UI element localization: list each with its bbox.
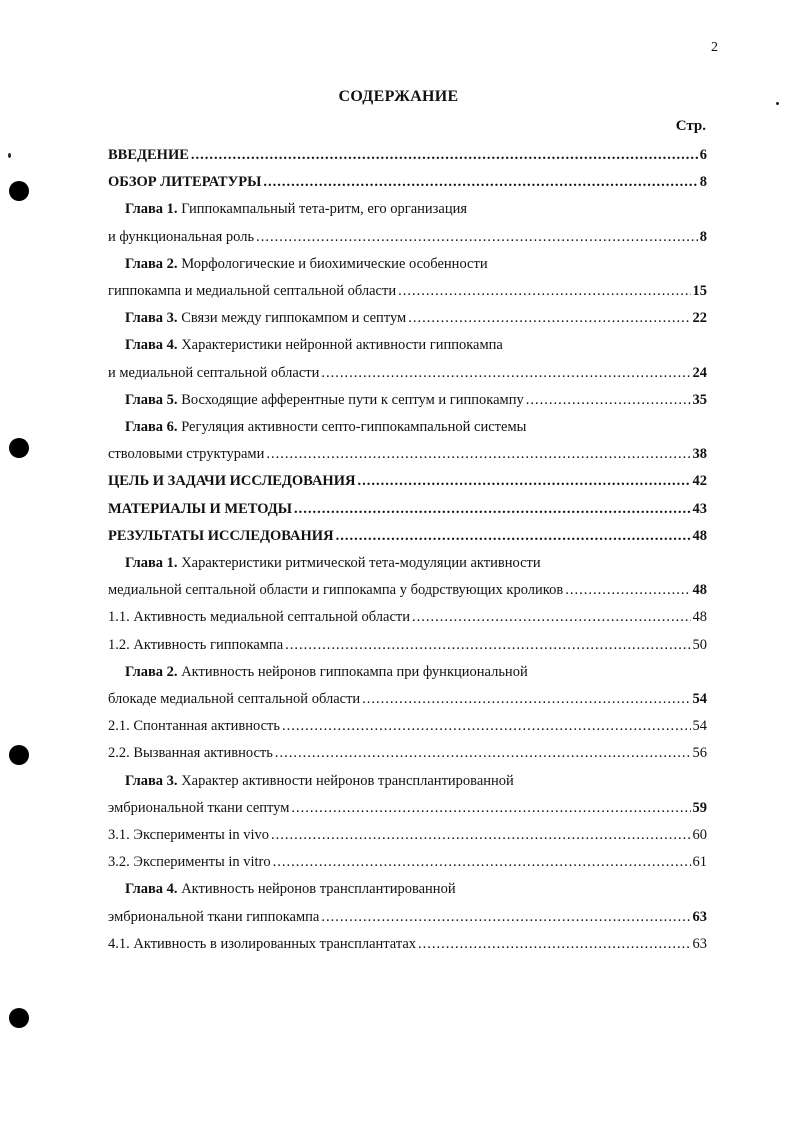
toc-entry bbox=[108, 444, 707, 464]
chapter-prefix: Глава 4. bbox=[125, 881, 178, 897]
toc-entry bbox=[108, 471, 707, 491]
toc-entry-label: блокаде медиальной септальной области bbox=[108, 691, 361, 707]
toc-page-number: 48 bbox=[692, 609, 707, 625]
toc-entry-label: РЕЗУЛЬТАТЫ ИССЛЕДОВАНИЯ bbox=[108, 528, 334, 544]
toc-entry bbox=[108, 716, 707, 736]
toc-entry-label: стволовыми структурами bbox=[108, 446, 265, 462]
toc-chapter-heading bbox=[125, 879, 456, 899]
dot-leader bbox=[418, 934, 690, 954]
binder-hole-icon bbox=[9, 745, 29, 765]
toc-chapter-heading bbox=[125, 662, 528, 682]
toc-entry-label: медиальной септальной области и гиппокампа у бодрствующих кроликов bbox=[108, 582, 564, 598]
toc-page-number: 22 bbox=[692, 310, 707, 326]
chapter-heading-text: Характеристики ритмической тета-модуляции активности bbox=[177, 555, 541, 571]
toc-title: СОДЕРЖАНИЕ bbox=[338, 88, 459, 105]
chapter-prefix: Глава 4. bbox=[125, 337, 178, 353]
toc-entry bbox=[125, 390, 707, 410]
toc-entry bbox=[108, 934, 707, 954]
toc-entry bbox=[108, 607, 707, 627]
toc-page-number: 8 bbox=[699, 174, 707, 190]
dot-leader bbox=[398, 281, 690, 301]
toc-entry-label: 3.2. Эксперименты in vitro bbox=[108, 854, 271, 870]
toc-page-number: 42 bbox=[692, 473, 707, 489]
toc-entry bbox=[108, 363, 707, 383]
toc-entry-label: эмбриональной ткани септум bbox=[108, 800, 290, 816]
toc-chapter-heading bbox=[125, 771, 514, 791]
toc-entry-label: ВВЕДЕНИЕ bbox=[108, 147, 189, 163]
dot-leader bbox=[275, 743, 691, 763]
toc-page-number: 48 bbox=[692, 582, 707, 598]
dot-leader bbox=[271, 825, 690, 845]
toc-entry bbox=[108, 825, 707, 845]
dot-leader bbox=[285, 635, 690, 655]
toc-entry-label: эмбриональной ткани гиппокампа bbox=[108, 909, 320, 925]
toc-entry bbox=[108, 145, 707, 165]
toc-page-number: 15 bbox=[692, 283, 707, 299]
dot-leader bbox=[321, 907, 690, 927]
toc-entry-label bbox=[125, 390, 524, 410]
toc-page-number: 54 bbox=[692, 691, 707, 707]
toc-chapter-heading bbox=[125, 417, 526, 437]
dot-leader bbox=[294, 499, 690, 519]
toc-entry-label: гиппокампа и медиальной септальной области bbox=[108, 283, 397, 299]
dot-leader bbox=[273, 852, 691, 872]
chapter-heading-text: Характер активности нейронов трансплантированной bbox=[177, 773, 514, 789]
chapter-heading-text: Характеристики нейронной активности гиппокампа bbox=[177, 337, 503, 353]
dot-leader bbox=[291, 798, 690, 818]
toc-entry bbox=[108, 907, 707, 927]
toc-entry bbox=[108, 635, 707, 655]
toc-page-number: 54 bbox=[692, 718, 707, 734]
toc-entry-label: 2.2. Вызванная активность bbox=[108, 745, 273, 761]
toc-entry bbox=[108, 852, 707, 872]
toc-entry bbox=[108, 689, 707, 709]
chapter-heading-text: Морфологические и биохимические особенности bbox=[177, 256, 488, 272]
toc-page-number: 43 bbox=[692, 501, 707, 517]
dot-leader bbox=[412, 607, 691, 627]
toc-entry-label: 1.2. Активность гиппокампа bbox=[108, 637, 284, 653]
toc-chapter-heading bbox=[125, 254, 488, 274]
toc-page-number: 38 bbox=[692, 446, 707, 462]
toc-entry bbox=[108, 798, 707, 818]
toc-page-number: 24 bbox=[692, 365, 707, 381]
toc-entry-label: 1.1. Активность медиальной септальной области bbox=[108, 609, 410, 625]
toc-chapter-heading bbox=[125, 553, 541, 573]
toc-page-number: 50 bbox=[692, 637, 707, 653]
chapter-heading-text: Активность нейронов трансплантированной bbox=[177, 881, 456, 897]
toc-entry-label: 4.1. Активность в изолированных трансплантатах bbox=[108, 936, 417, 952]
dot-leader bbox=[191, 145, 698, 165]
toc-page-number: 6 bbox=[699, 147, 707, 163]
toc-entry-label: и медиальной септальной области bbox=[108, 365, 320, 381]
toc-entry bbox=[125, 308, 707, 328]
dot-leader bbox=[362, 689, 690, 709]
toc-entry bbox=[108, 281, 707, 301]
toc-entry bbox=[108, 580, 707, 600]
chapter-heading-text: Связи между гиппокампом и септум bbox=[177, 310, 407, 326]
dot-leader bbox=[565, 580, 690, 600]
toc-entry-label: МАТЕРИАЛЫ И МЕТОДЫ bbox=[108, 501, 293, 517]
toc-chapter-heading bbox=[125, 335, 503, 355]
toc-page-number: 61 bbox=[692, 854, 707, 870]
toc-entry-label: 2.1. Спонтанная активность bbox=[108, 718, 281, 734]
toc-entry-label bbox=[125, 308, 406, 328]
chapter-heading-text: Регуляция активности септо-гиппокампальной системы bbox=[177, 419, 527, 435]
chapter-prefix: Глава 5. bbox=[125, 392, 178, 408]
toc-page-number: 63 bbox=[692, 909, 707, 925]
toc-entry-label: ОБЗОР ЛИТЕРАТУРЫ bbox=[108, 174, 262, 190]
page-column-header: Стр. bbox=[675, 118, 706, 134]
chapter-heading-text: Активность нейронов гиппокампа при функциональной bbox=[177, 664, 528, 680]
toc-entry bbox=[108, 526, 707, 546]
dot-leader bbox=[357, 471, 690, 491]
toc-page-number: 35 bbox=[692, 392, 707, 408]
page-number: 2 bbox=[711, 40, 718, 55]
binder-hole-icon bbox=[9, 181, 29, 201]
dot-leader bbox=[256, 227, 698, 247]
chapter-prefix: Глава 1. bbox=[125, 555, 178, 571]
toc-entry bbox=[108, 499, 707, 519]
toc-page-number: 48 bbox=[692, 528, 707, 544]
chapter-prefix: Глава 6. bbox=[125, 419, 178, 435]
dot-leader bbox=[282, 716, 690, 736]
toc-page-number: 8 bbox=[699, 229, 707, 245]
chapter-prefix: Глава 1. bbox=[125, 201, 178, 217]
toc-entry bbox=[108, 743, 707, 763]
dot-leader bbox=[526, 390, 691, 410]
binder-hole-icon bbox=[9, 1008, 29, 1028]
dot-leader bbox=[266, 444, 690, 464]
scan-speck bbox=[776, 102, 779, 105]
toc-entry-label: ЦЕЛЬ И ЗАДАЧИ ИССЛЕДОВАНИЯ bbox=[108, 473, 356, 489]
toc-page-number: 56 bbox=[692, 745, 707, 761]
dot-leader bbox=[321, 363, 690, 383]
toc-page-number: 59 bbox=[692, 800, 707, 816]
toc-entry bbox=[108, 227, 707, 247]
chapter-prefix: Глава 3. bbox=[125, 310, 178, 326]
chapter-prefix: Глава 2. bbox=[125, 664, 178, 680]
toc-entry-label: и функциональная роль bbox=[108, 229, 255, 245]
toc-page-number: 60 bbox=[692, 827, 707, 843]
chapter-prefix: Глава 3. bbox=[125, 773, 178, 789]
binder-hole-icon bbox=[9, 438, 29, 458]
scan-speck bbox=[8, 153, 11, 158]
chapter-heading-text: Восходящие афферентные пути к септум и гиппокампу bbox=[177, 392, 524, 408]
chapter-heading-text: Гиппокампальный тета-ритм, его организация bbox=[177, 201, 468, 217]
toc-entry bbox=[108, 172, 707, 192]
chapter-prefix: Глава 2. bbox=[125, 256, 178, 272]
dot-leader bbox=[408, 308, 690, 328]
toc-chapter-heading bbox=[125, 199, 467, 219]
toc-entry-label: 3.1. Эксперименты in vivo bbox=[108, 827, 270, 843]
dot-leader bbox=[336, 526, 691, 546]
dot-leader bbox=[263, 172, 697, 192]
toc-page-number: 63 bbox=[692, 936, 707, 952]
